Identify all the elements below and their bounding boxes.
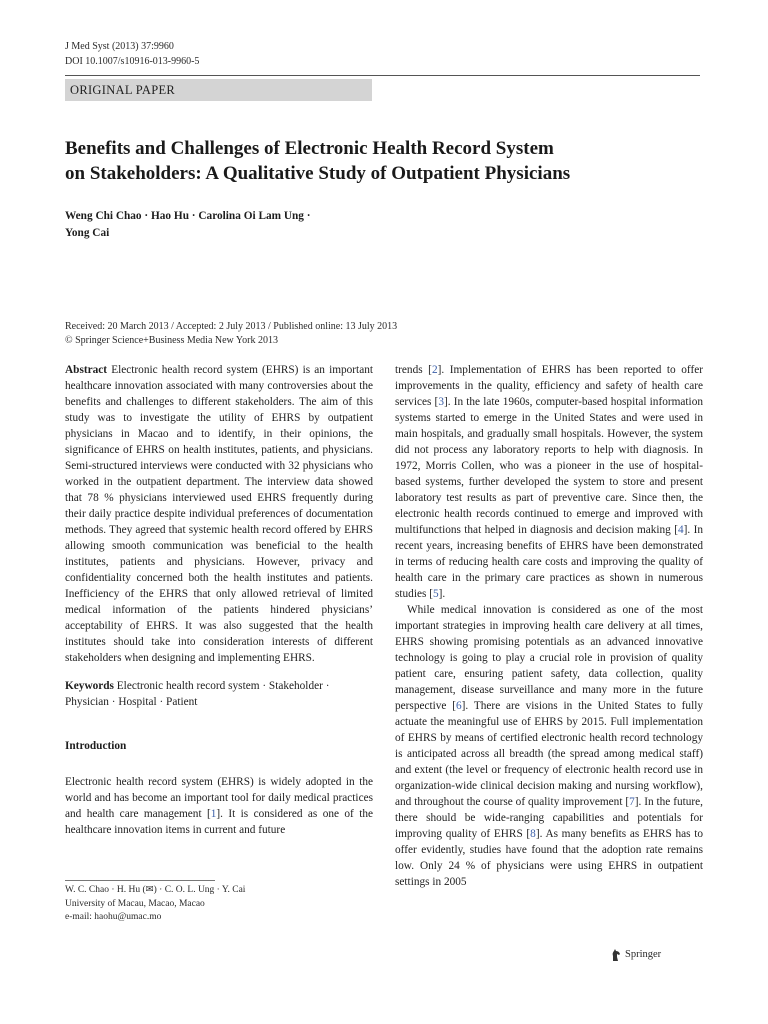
- citation-link-4[interactable]: 4: [677, 524, 684, 536]
- footnote-email[interactable]: e-mail: haohu@umac.mo: [65, 912, 162, 922]
- citation-link-2[interactable]: 2: [431, 364, 438, 376]
- article-type-banner: ORIGINAL PAPER: [65, 79, 372, 101]
- text-run: ]. Implementation of EHRS has been reported to offer improvements in the quality, efficiency and safety of health care services [: [395, 364, 703, 408]
- abstract: [65, 362, 373, 666]
- title-line-1: Benefits and Challenges of Electronic Health Record System: [65, 138, 554, 159]
- journal-citation: J Med Syst (2013) 37:9960: [65, 41, 174, 52]
- publisher-mark: [610, 947, 720, 963]
- history-dates: Received: 20 March 2013 / Accepted: 2 July 2013 / Published online: 13 July 2013: [65, 321, 398, 332]
- citation-link-1[interactable]: 1: [210, 808, 217, 820]
- text-run: ]. There are visions in the United States to fully actuate the meaningful use of EHRS by 2015. Full implementation of EHRS by means of certified electronic health record technology is anticipated across all breadth (the spread among medical staff) and extent (the level or frequency of electronic health record use in organization-wide clinical decision making and nursing workflow), and throughout the course of quality improvement [: [395, 700, 703, 808]
- header-rule: [65, 75, 700, 76]
- authors-line-1: Weng Chi Chao · Hao Hu · Carolina Oi Lam Ung ·: [65, 210, 311, 222]
- introduction-heading: Introduction: [65, 740, 127, 752]
- keywords: [65, 678, 373, 710]
- springer-horse-icon: [610, 948, 622, 962]
- footnote-affiliation: University of Macau, Macao, Macao: [65, 898, 205, 909]
- citation-link-6[interactable]: 6: [456, 700, 462, 712]
- right-column: [395, 362, 703, 890]
- footnote-rule: [65, 880, 215, 881]
- introduction-paragraph-2: [395, 602, 703, 890]
- citation-link-7[interactable]: 7: [629, 796, 635, 808]
- keywords-text: Electronic health record system · Stakeholder · Physician · Hospital · Patient: [65, 680, 330, 708]
- abstract-label: Abstract: [65, 364, 108, 376]
- title-line-2: on Stakeholders: A Qualitative Study of Outpatient Physicians: [65, 163, 571, 184]
- keywords-label: Keywords: [65, 680, 114, 692]
- text-run: trends [: [395, 364, 432, 376]
- introduction-paragraph-1-cont: [395, 362, 703, 602]
- text-run: ]. As many benefits as EHRS has to offer evidently, studies have found that the adoption rate remains low. Only 24 % of physicians were using EHRS in outpatient settings in 2005: [395, 828, 704, 888]
- citation-link-5[interactable]: 5: [432, 588, 439, 600]
- text-run: Electronic health record system (EHRS) is widely adopted in the world and has become an important tool for daily medical practices and health care management [: [65, 776, 373, 820]
- publisher-name: Springer: [625, 949, 662, 960]
- doi[interactable]: DOI 10.1007/s10916-013-9960-5: [65, 56, 200, 67]
- author-list: [65, 208, 705, 242]
- paper-title: [65, 136, 705, 186]
- left-column: [65, 362, 373, 838]
- introduction-paragraph-1: [65, 774, 373, 838]
- footnote-authors: W. C. Chao · H. Hu (✉) · C. O. L. Ung · Y. Cai: [65, 885, 246, 895]
- copyright-notice: © Springer Science+Business Media New York 2013: [65, 335, 278, 346]
- text-run: While medical innovation is considered as one of the most important strategies in improving health care delivery at all times, EHRS showing promising potentials as an advanced innovative technology is going to play a crucial role in provision of quality patient care, ensuring patient safety, data collection, quality management, disease surveillance and many more in the future perspective [: [395, 604, 703, 712]
- text-run: ].: [438, 588, 446, 600]
- text-run: ]. In the future, there should be wide-ranging capabilities and potentials for improving quality of EHRS [: [395, 796, 703, 840]
- text-run: ]. In recent years, increasing benefits of EHRS have been demonstrated in terms of reducing health care costs and improving the quality of health care in the primary care practices as shown in numerous studies [: [395, 524, 703, 600]
- text-run: ]. In the late 1960s, computer-based hospital information systems started to emerge in the United States and were used in main hospitals, and gradually small hospitals. However, the system did not process any laboratory reports to help with diagnosis. In 1972, Morris Collen, who was a pioneer in the use of hospital-based systems, further developed the system to store and present laboratory test results as part of preventive care. Since then, the electronic health records continued to emerge and improved with multifunctions that helped in diagnosis and decision making [: [395, 396, 703, 536]
- publication-dates: [65, 320, 705, 348]
- authors-line-2: Yong Cai: [65, 227, 110, 239]
- citation-link-3[interactable]: 3: [438, 396, 444, 408]
- citation-link-8[interactable]: 8: [530, 828, 536, 840]
- abstract-text: Electronic health record system (EHRS) is an important healthcare innovation associated with many controversies about the benefits and challenges to different stakeholders. The aim of this study was to investigate the utility of EHRS by outpatient physicians in Macao and to identify, in their opinions, the significance of EHRS on health institutes, patients, and physicians. Semi-structured interviews were conducted with 32 physicians who worked in the outpatient department. The interview data showed that 78 % physicians interviewed used EHRS frequently during their daily practice despite individual preferences of documentation methods. They agreed that systemic health record offered by EHRS allowing smooth communication was beneficial to the health institutes, patients and physicians. However, privacy and confidentiality concerned both the health institutes and patients. Inefficiency of the EHRS that only allowed retrieval of limited medical information of the patients hindered physicians’ acceptability of EHRS. It was also suggested that the health institutes should take into consideration interests of different stakeholders when designing and implementing EHRS.: [65, 364, 374, 664]
- author-affiliation-footnote: [65, 884, 373, 925]
- text-run: ]. It is considered as one of the healthcare innovation items in current and future: [65, 808, 373, 836]
